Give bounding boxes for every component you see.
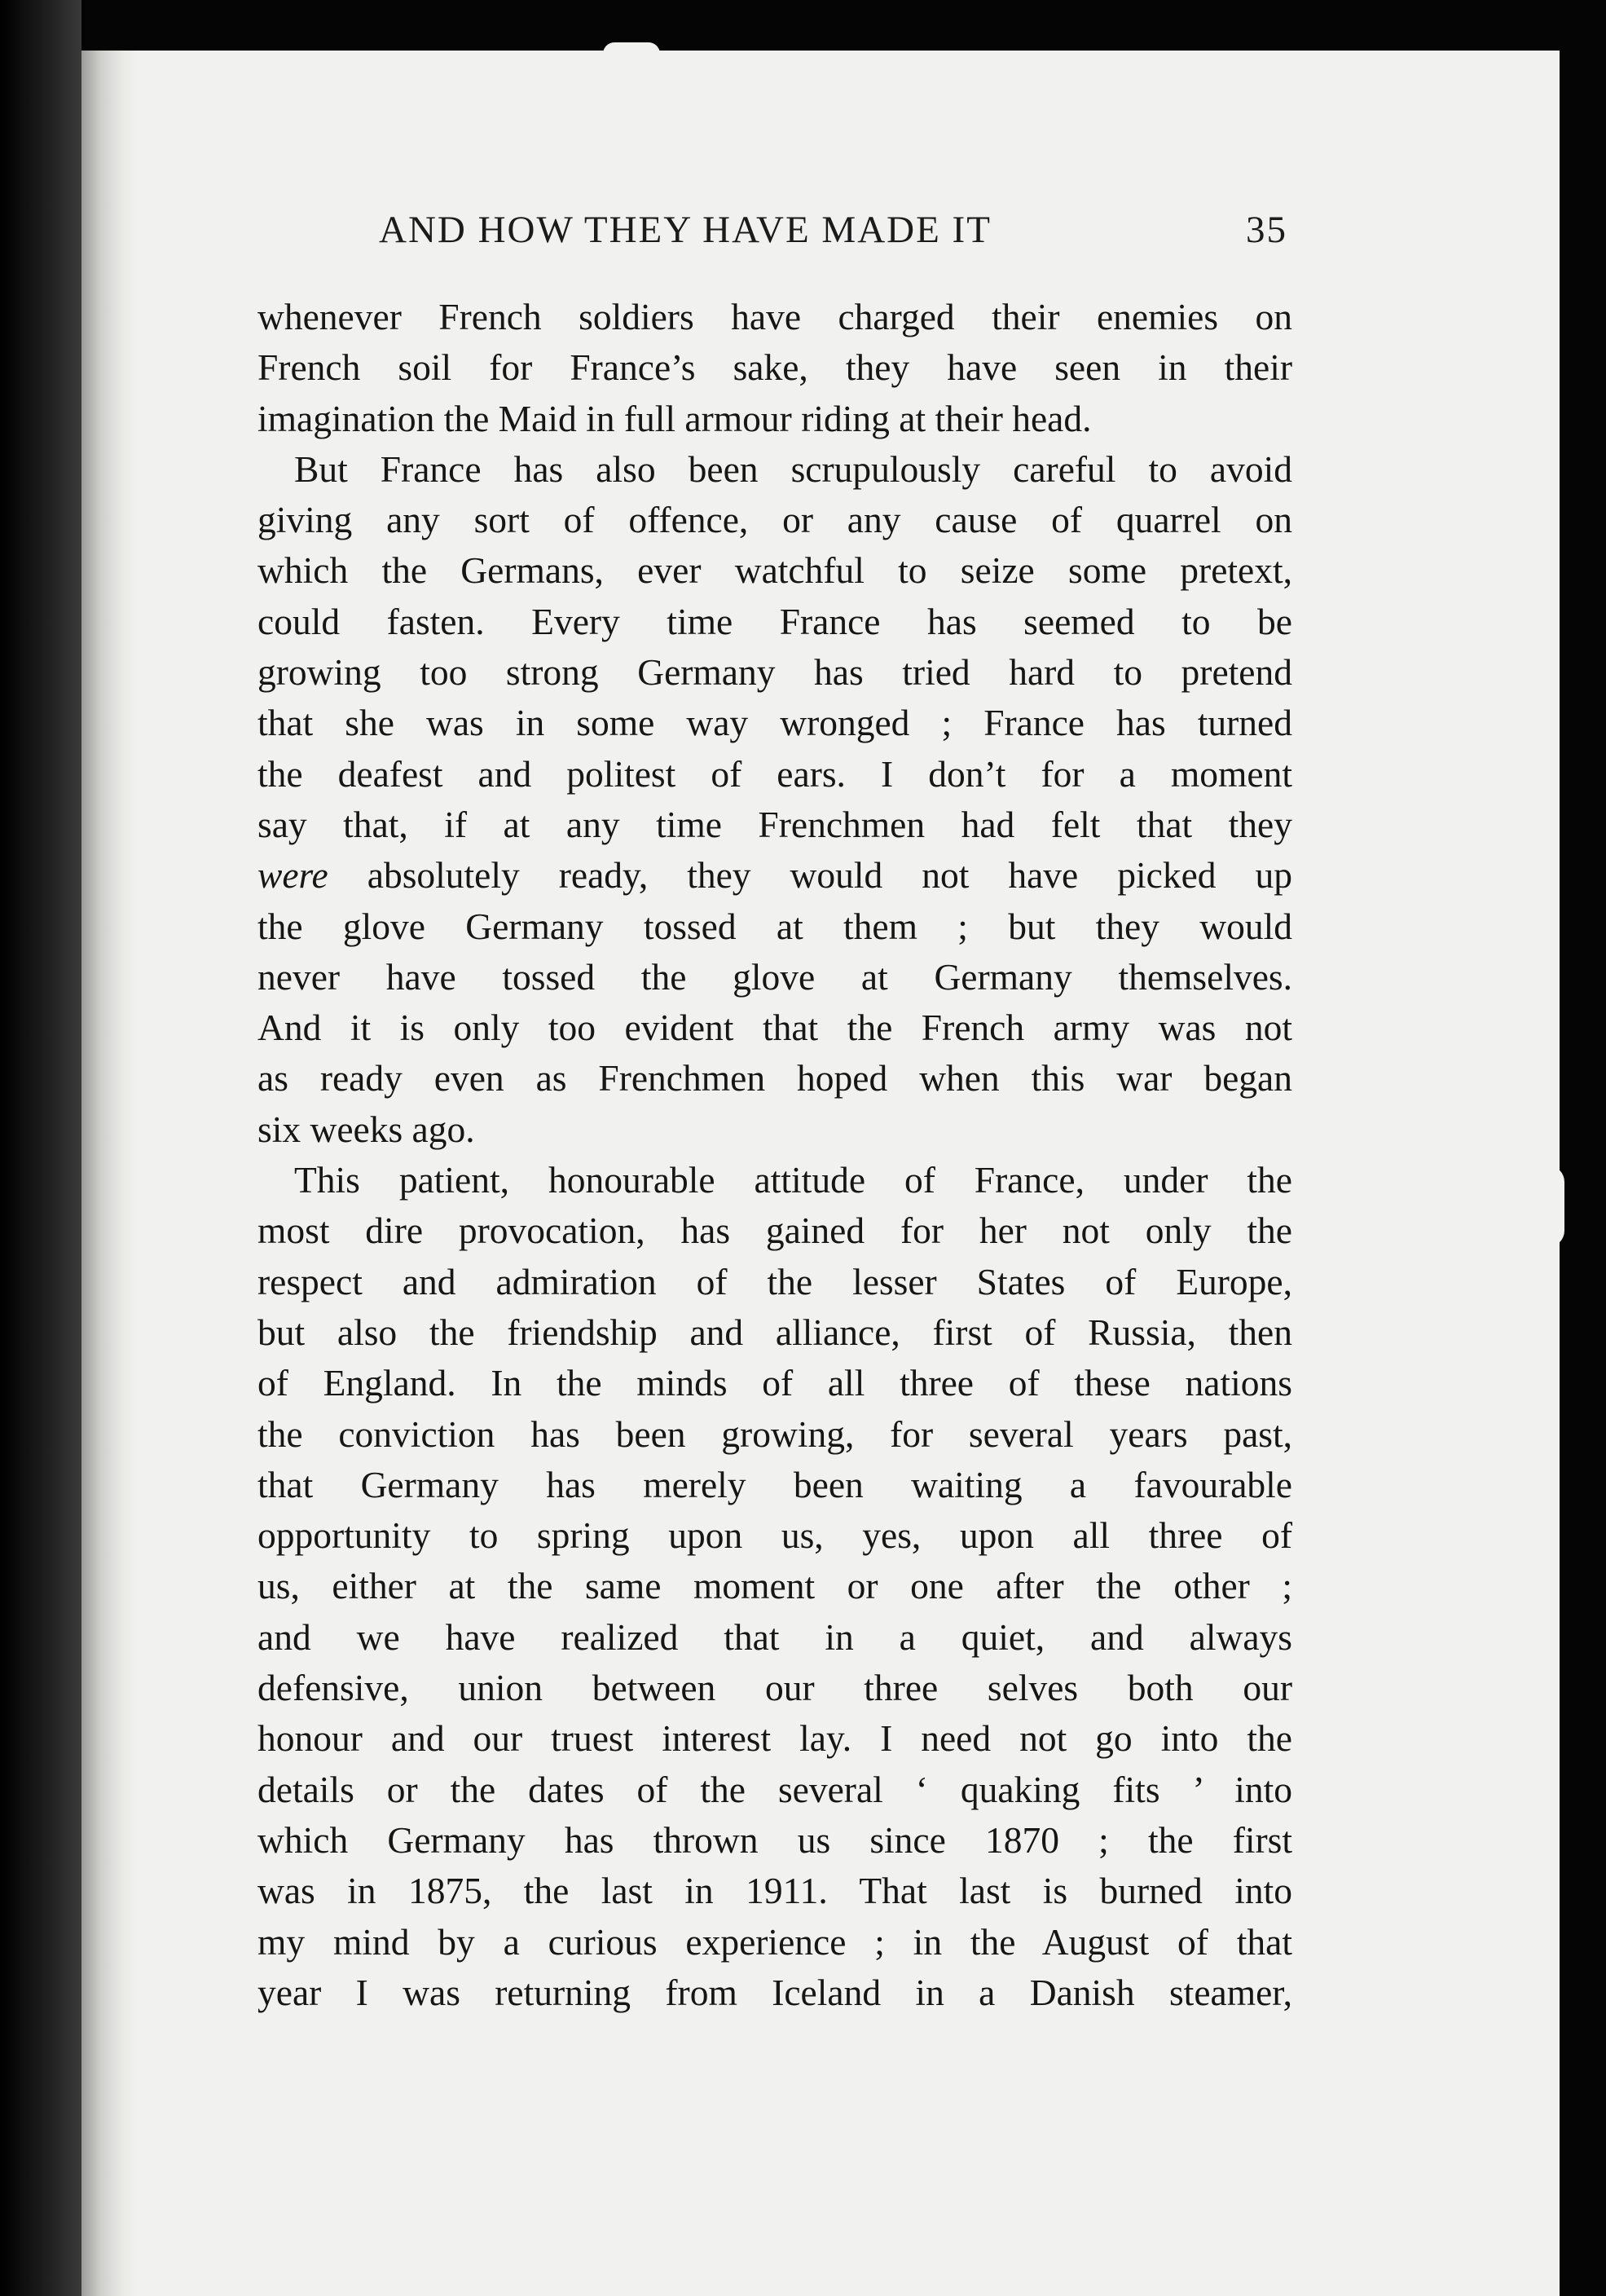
text-line: but also the friendship and alliance, first of Russia, then	[257, 1311, 1292, 1353]
text-line: the glove Germany tossed at them ; but they would	[257, 905, 1292, 947]
running-head-title: AND HOW THEY HAVE MADE IT	[379, 209, 992, 251]
text-line: defensive, union between our three selves both our	[257, 1667, 1292, 1709]
text-line: opportunity to spring upon us, yes, upon all three of	[257, 1514, 1292, 1557]
italic-word: were	[257, 854, 328, 897]
text-line: which the Germans, ever watchful to seize some pretext,	[257, 549, 1292, 592]
line-text: absolutely ready, they would not have picked up	[328, 854, 1292, 897]
text-line: giving any sort of offence, or any cause of quarrel on	[257, 499, 1292, 541]
body-text	[257, 292, 1292, 2018]
page-number: 35	[1246, 209, 1287, 251]
text-line	[257, 850, 1292, 901]
text-line: year I was returning from Iceland in a Danish steamer,	[257, 1971, 1292, 2013]
text-line: could fasten. Every time France has seemed to be	[257, 600, 1292, 642]
text-line: whenever French soldiers have charged their enemies on	[257, 296, 1292, 337]
text-line: that Germany has merely been waiting a favourable	[257, 1463, 1292, 1505]
text-line: This patient, honourable attitude of France, under the	[294, 1159, 1292, 1201]
text-line: And it is only too evident that the French army was not	[257, 1007, 1292, 1049]
text-line: most dire provocation, has gained for her not only the	[257, 1210, 1292, 1252]
text-line: six weeks ago.	[257, 1108, 475, 1150]
text-line: and we have realized that in a quiet, and always	[257, 1615, 1292, 1658]
text-line: growing too strong Germany has tried hard to pretend	[257, 651, 1292, 694]
text-line: French soil for France’s sake, they have seen in their	[257, 346, 1292, 389]
text-line: details or the dates of the several ‘ quaking fits ’ into	[257, 1768, 1292, 1810]
text-line: the conviction has been growing, for several years past,	[257, 1412, 1292, 1455]
text-line: respect and admiration of the lesser States of Europe,	[257, 1260, 1292, 1302]
text-line: the deafest and politest of ears. I don’t for a moment	[257, 752, 1292, 795]
text-line: of England. In the minds of all three of these nations	[257, 1362, 1292, 1404]
text-line: never have tossed the glove at Germany themselves.	[257, 955, 1292, 998]
text-line: my mind by a curious experience ; in the August of that	[257, 1920, 1292, 1963]
text-line: imagination the Maid in full armour riding at their head.	[257, 397, 1092, 439]
text-line: that she was in some way wronged ; France has turned	[257, 702, 1292, 744]
paper-edge-nick	[1540, 1166, 1564, 1247]
text-line: say that, if at any time Frenchmen had felt that they	[257, 803, 1292, 845]
binding-shadow	[81, 51, 139, 2296]
running-head	[261, 208, 1287, 265]
text-line: which Germany has thrown us since 1870 ; the first	[257, 1818, 1292, 1861]
binding-gutter	[0, 0, 81, 2296]
text-line: as ready even as Frenchmen hoped when this war began	[257, 1057, 1292, 1100]
text-line: honour and our truest interest lay. I need not go into the	[257, 1717, 1292, 1760]
text-line: But France has also been scrupulously careful to avoid	[294, 447, 1292, 490]
paper-top-notch	[603, 42, 660, 54]
text-line: was in 1875, the last in 1911. That last is burned into	[257, 1870, 1292, 1912]
text-line: us, either at the same moment or one after the other ;	[257, 1565, 1292, 1607]
